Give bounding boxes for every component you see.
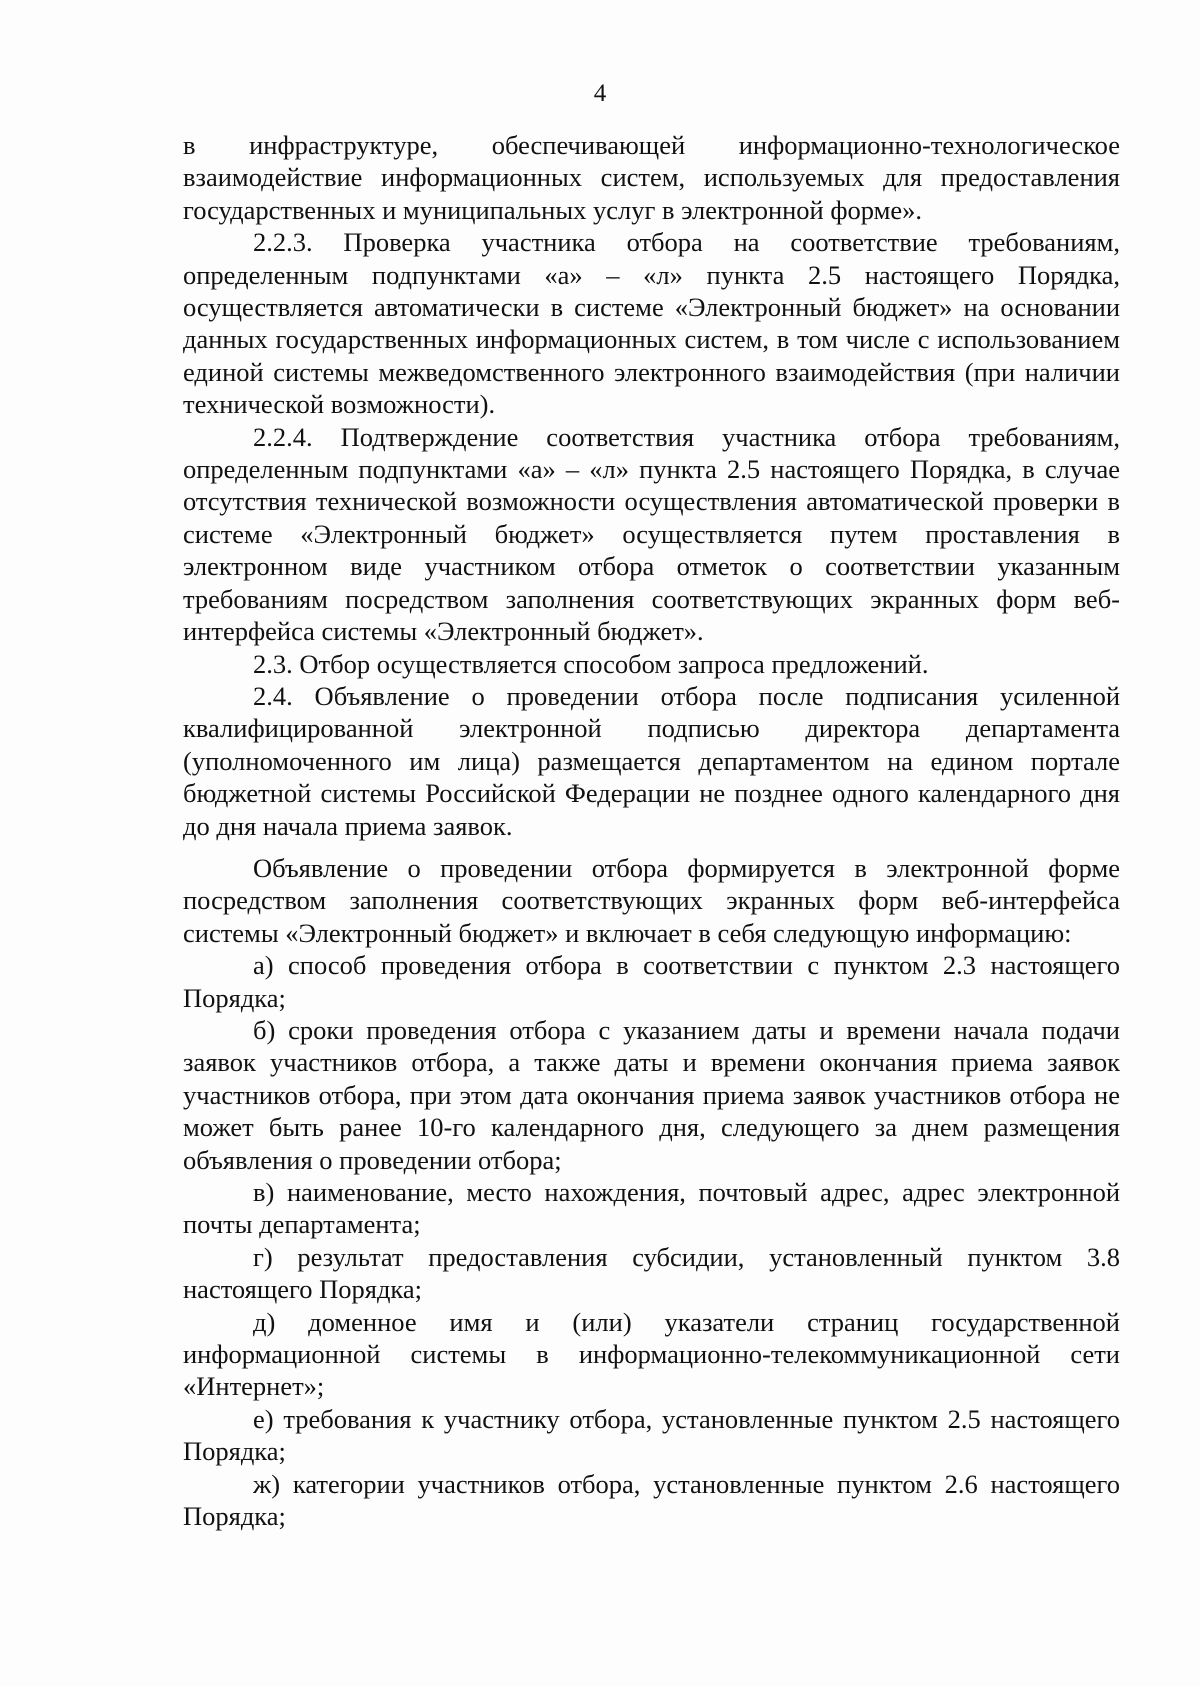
- paragraph-2-4: 2.4. Объявление о проведении отбора после подписания усиленной квалифицированной электронной подписью директора департамента (уполномоченного им лица) размещается департаментом на едином портале бюджетной системы Российской Федерации не позднее одного календарного дня до дня начала приема заявок.: [183, 680, 1120, 841]
- list-item-d: д) доменное имя и (или) указатели страниц государственной информационной системы в информационно-телекоммуникационной сети «Интернет»;: [183, 1306, 1120, 1402]
- paragraph-continuation: в инфраструктуре, обеспечивающей информационно-технологическое взаимодействие информационных систем, используемых для предоставления государственных и муниципальных услуг в электронной форме».: [183, 130, 1120, 225]
- paragraph-2-3: 2.3. Отбор осуществляется способом запроса предложений.: [253, 648, 929, 679]
- paragraph-2-2-3: 2.2.3. Проверка участника отбора на соответствие требованиям, определенным подпунктами «а» – «л» пункта 2.5 настоящего Порядка, осуществляется автоматически в системе «Электронный бюджет» на основании данных государственных информационных систем, в том числе с использованием единой системы межведомственного электронного взаимодействия (при наличии технической возможности).: [183, 227, 1120, 420]
- list-item-b: б) сроки проведения отбора с указанием даты и времени начала подачи заявок участников отбора, а также даты и времени окончания приема заявок участников отбора, при этом дата окончания приема заявок участников отбора не может быть ранее 10-го календарного дня, следующего за днем размещения объявления о проведении отбора;: [183, 1014, 1120, 1175]
- document-body: [183, 129, 1120, 1532]
- page-number: 4: [593, 80, 607, 107]
- list-item-zh: ж) категории участников отбора, установленные пунктом 2.6 настоящего Порядка;: [183, 1468, 1120, 1532]
- list-item-e: е) требования к участнику отбора, установленные пунктом 2.5 настоящего Порядка;: [183, 1403, 1120, 1467]
- list-item-a: а) способ проведения отбора в соответствии с пунктом 2.3 настоящего Порядка;: [183, 950, 1120, 1013]
- list-item-g: г) результат предоставления субсидии, установленный пунктом 3.8 настоящего Порядка;: [183, 1241, 1120, 1305]
- list-item-v: в) наименование, место нахождения, почтовый адрес, адрес электронной почты департамента;: [183, 1177, 1120, 1240]
- paragraph-announcement: Объявление о проведении отбора формируется в электронной форме посредством заполнения соответствующих экранных форм веб-интерфейса системы «Электронный бюджет» и включает в себя следующую информацию:: [183, 852, 1120, 948]
- paragraph-2-2-4: 2.2.4. Подтверждение соответствия участника отбора требованиям, определенным подпунктами «а» – «л» пункта 2.5 настоящего Порядка, в случае отсутствия технической возможности осуществления автоматической проверки в системе «Электронный бюджет» осуществляется путем проставления в электронном виде участником отбора отметок о соответствии указанным требованиям посредством заполнения соответствующих экранных форм веб-интерфейса системы «Электронный бюджет».: [183, 421, 1120, 647]
